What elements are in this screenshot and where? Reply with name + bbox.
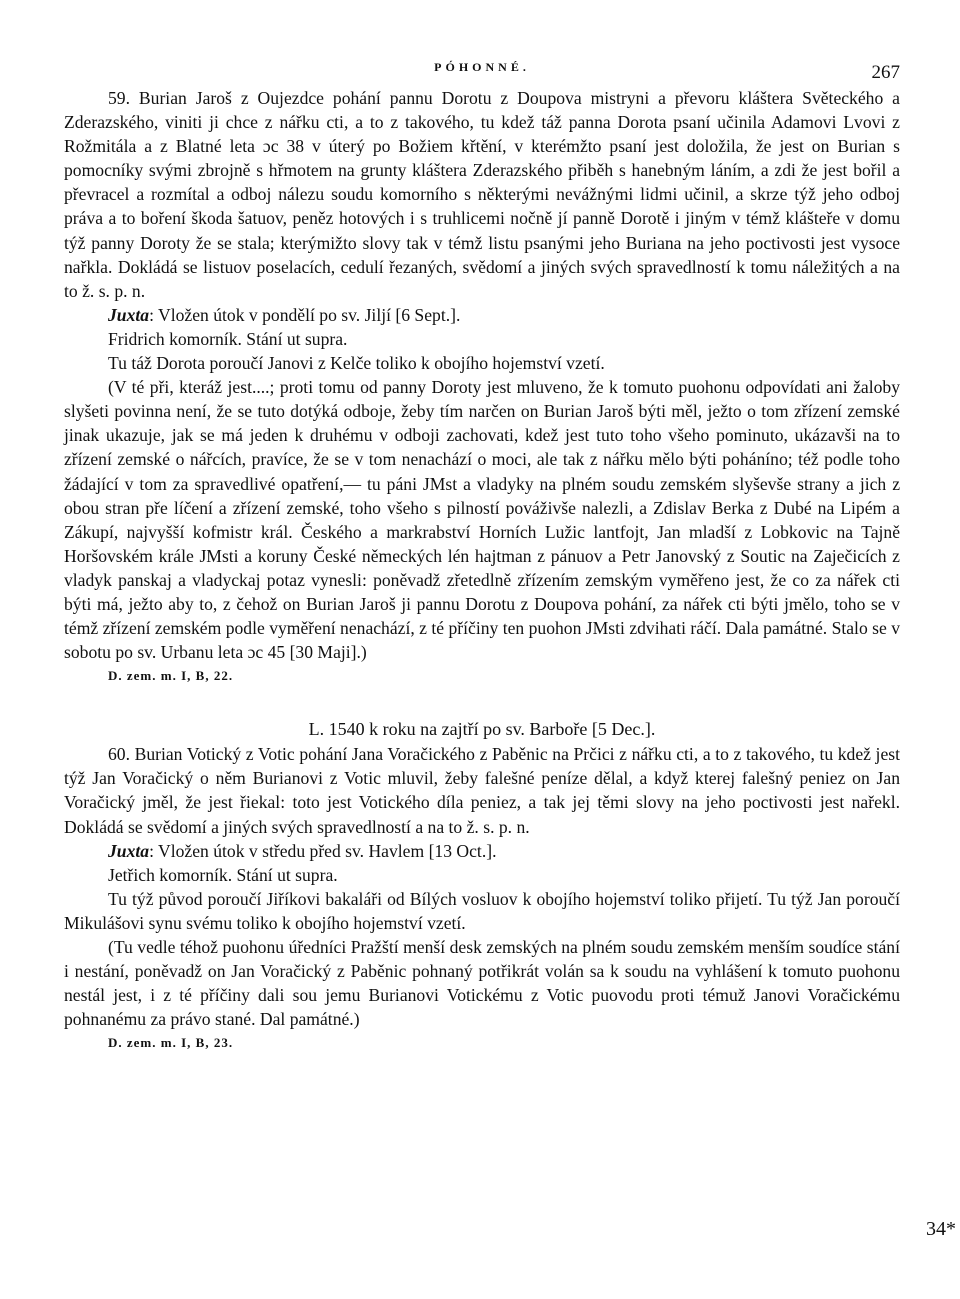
page-number: 267 (871, 62, 900, 83)
entry-59-reference: D. zem. m. I, B, 22. (108, 668, 234, 684)
juxta-label: Juxta (108, 840, 150, 861)
entry-60-porouci: Tu týž původ poroučí Jiříkovi bakaláři od Bílých vosluov k obojího hojemství toliko přijetí. Tu týž Jan poroučí Mikulášovi synu svému toliko k obojího hojemství vzetí. (64, 888, 900, 933)
juxta-text: : Vložen útok v středu před sv. Havlem [13 Oct.]. (149, 840, 497, 861)
entry-60-juxta (108, 839, 900, 863)
section-heading: L. 1540 k roku na zajtří po sv. Barboře [5 Dec.]. (308, 719, 656, 740)
document-page (64, 56, 900, 1055)
entry-59-note: (V té při, kteráž jest....; proti tomu od panny Doroty jest mluveno, že k tomuto puohonu odpovídati ani žaloby slyšeti povinna není, že se tuto dotýká odboje, žeby tím narčen on Burian Jaroš býti měl, ježto o tom zřízení zemské jinak ukazuje, jak se má jeden k druhému v odboji zachovati, kdež jest tuto toho všeho pominuto, ukázavši na to zřízení zemské o nářcích, pravíce, že se v tom nenachází o moci, ale tak z nářku mělo býti poháníno; též podle toho žádající v tom za spravedlivé opatření,— tu páni JMst a vladyky na plném soudu zemském slyševše strany a jich z obou stran pře líčení a zřízení zemské, toho všeho s pilností pováživše nalezli, a Zdislav Berka z Dubé na Lipém a Zákupí, najvyšší kofmistr král. Českého a markrabství Horních Lužic lantfojt, Jan mladší z Lobkovic na Tajně Horšovském krále JMsti a koruny České německých lén hajtman z pánuov a Petr Janovský z Soutic na Zaječicích z vladyk panskaj a vladyckaj potaz vynesli: poněvadž zřetedlně zřízením zemským vyměřeno jest, že co za nářek cti býti má, ježto aby to, z čehož on Burian Jaroš ji pannu Dorotu z Doupova pohání, za nářek cti býti jmělo, toho se v témž zřízení zemském podle vyměření nenachází, z té příčiny ten puohon JMsti zdvihati ráčí. Dala památné. Stalo se v sobotu po sv. Urbanu leta ɔc 45 [30 Maji].) (64, 377, 900, 663)
juxta-label: Juxta (108, 304, 150, 325)
entry-60-reference: D. zem. m. I, B, 23. (108, 1035, 234, 1051)
entry-59-porouci: Tu táž Dorota poroučí Janovi z Kelče toliko k obojího hojemství vzetí. (108, 353, 605, 374)
running-head (64, 56, 900, 86)
entry-59-text: 59. Burian Jaroš z Oujezdce pohání pannu Dorotu z Doupova mistryni a převoru kláštera Světeckého a Zderazského, viniti ji chce z nářku cti, a to z takového, tu kdež táž panna Dorota psaní učinila Adamovi Lvovi z Rožmitála a z Blatné leta ɔc 38 v úterý po Božiem křtění, v kterémžto psaní jest doložila, že jest on Burian s pomocníky svými zbrojně s hřmotem na grunty kláštera Zderazského přiběh s hanebným láním, a zdi že jest bořil a převracel a rozmítal a odboj nálezu soudu komorního s některými nevážnými lidmi učinil, a skrze týž jeho odboj práva a to boření škoda šatuov, peněz hotových i s truhlicemi nočně jí panně Dorotě i jiným v témž klášteře v domu týž panny Doroty že se stala; kterýmižto slovy tak v témž listu psanými jeho Buriana na jeho poctivosti jest vysoce nařkla. Dokládá se listuov poselacích, cedulí řezaných, svědomí a jiných svých spravedlností k tomu náležitých a na to ž. s. p. n. (64, 88, 900, 301)
entry-59-juxta (108, 303, 900, 327)
running-title: PÓHONNÉ. (434, 60, 530, 74)
entry-59-komornik: Fridrich komorník. Stání ut supra. (108, 328, 348, 349)
entry-60-text: 60. Burian Votický z Votic pohání Jana Voračického z Paběnic na Prčici z nářku cti, a to z takového, tu kdež jest týž Jan Voračický o něm Burianovi z Votic mluvil, žeby falešné peníze dělal, a když kterej falešný peniez on Jan Voračický jměl, že jest řiekal: toto jest Votického díla peniez, a tak jej těmi slovy na jeho poctivosti jest nařekl. Dokládá se svědomí a jiných svých spravedlností a na to ž. s. p. n. (64, 744, 900, 837)
entry-60-note: (Tu vedle téhož puohonu úředníci Pražští menší desk zemských na plném soudu zemském menším soudíce stání i nestání, poněvadž on Jan Voračický z Paběnic pohnaný potřikrát volán sa k soudu na vyhlášení k tomuto puohonu nestál jest, i z té příčiny dali sou jemu Burianovi Votickému z Votic puovodu proti témuž Janovi Voračickému pohnanému za právo stané. Dal památné.) (64, 937, 900, 1030)
entry-60-komornik: Jetřich komorník. Stání ut supra. (108, 864, 338, 885)
signature-mark: 34* (926, 1218, 956, 1240)
juxta-text: : Vložen útok v pondělí po sv. Jiljí [6 Sept.]. (149, 304, 461, 325)
